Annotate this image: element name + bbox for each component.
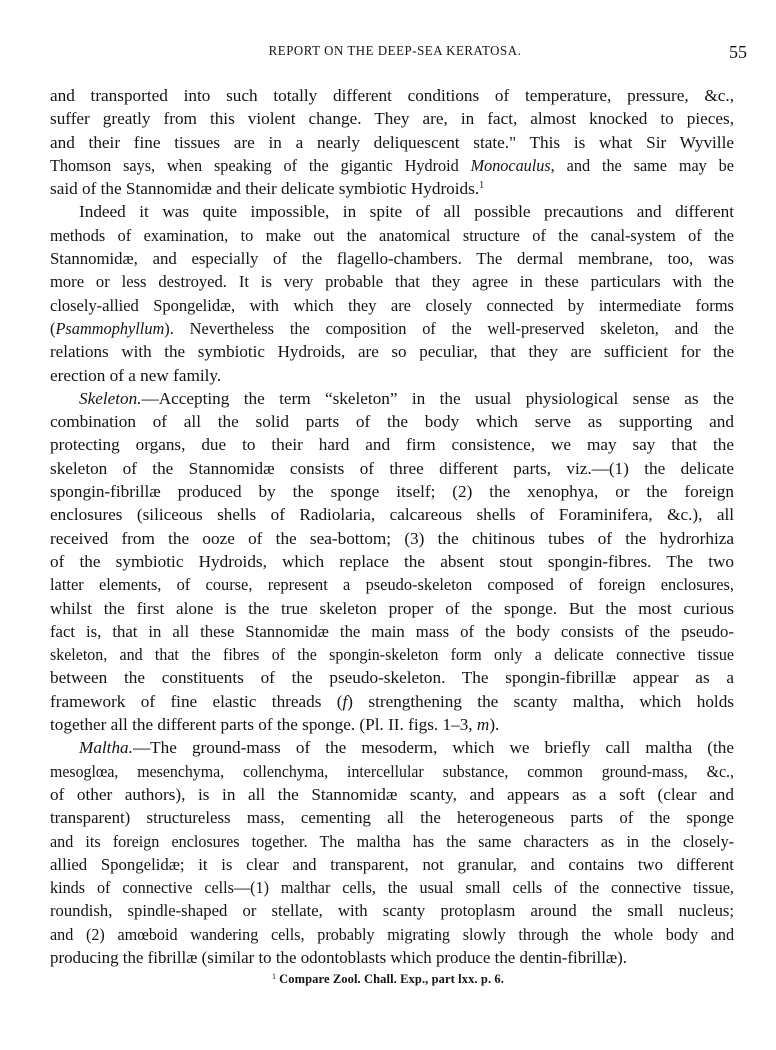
text-line: kinds of connective cells—(1) malthar cells, the usual small cells of the connective tissue,: [50, 878, 734, 898]
text-line: said of the Stannomidæ and their delicate symbiotic Hydroids.$^1$: [50, 179, 485, 199]
text-line: (Psammophyllum). Nevertheless the composition of the well-preserved skeleton, and the: [50, 318, 734, 338]
text-line: closely-allied Spongelidæ, with which they are closely connected by intermediate forms: [50, 295, 734, 315]
text-line: Skeleton.—Accepting the term “skeleton” in the usual physiological sense as the: [79, 388, 734, 408]
text-line: Thomson says, when speaking of the gigantic Hydroid Monocaulus, and the same may be: [50, 155, 734, 175]
running-title: REPORT ON THE DEEP-SEA KERATOSA.: [268, 44, 522, 59]
text-line: of the symbiotic Hydroids, which replace the absent stout spongin-fibres. The two: [50, 551, 734, 571]
italic-term: Maltha.: [79, 738, 133, 758]
text-line: producing the fibrillæ (similar to the odontoblasts which produce the dentin-fibrillæ).: [50, 947, 628, 967]
text-line: erection of a new family.: [50, 365, 222, 385]
text-line: framework of fine elastic threads (f) strengthening the scanty maltha, which holds: [50, 691, 734, 711]
footnote-marker: 1: [272, 972, 277, 981]
paragraph-p3: [50, 387, 734, 736]
text-line: of other authors), is in all the Stannomidæ scanty, and appears as a soft (clear and: [50, 784, 734, 804]
text-line: methods of examination, to make out the anatomical structure of the canal-system of the: [50, 225, 734, 245]
text-line: mesoglœa, mesenchyma, collenchyma, intercellular substance, common ground-mass, &c.,: [50, 761, 734, 781]
text-line: and (2) amœboid wandering cells, probably migrating slowly through the whole body and: [50, 924, 735, 944]
text-line: skeleton of the Stannomidæ consists of three different parts, viz.—(1) the delicate: [50, 458, 734, 478]
text-line: roundish, spindle-shaped or stellate, with scanty protoplasm around the small nucleus;: [50, 901, 734, 921]
italic-term: m: [476, 715, 490, 735]
text-line: between the constituents of the pseudo-skeleton. The spongin-fibrillæ appear as a: [50, 668, 734, 688]
text-line: together all the different parts of the sponge. (Pl. II. figs. 1–3, m).: [50, 715, 500, 735]
text-line: transparent) structureless mass, cementing all the heterogeneous parts of the sponge: [50, 808, 735, 828]
body-text: [50, 84, 734, 969]
footnote: [0, 972, 776, 987]
paragraph-p2: [50, 200, 734, 386]
text-line: received from the ooze of the sea-bottom; (3) the chitinous tubes of the hydrorhiza: [50, 528, 734, 548]
text-line: skeleton, and that the fibres of the spongin-skeleton form only a delicate connective tissue: [50, 645, 734, 665]
text-line: allied Spongelidæ; it is clear and transparent, not granular, and contains two different: [50, 854, 734, 874]
text-line: more or less destroyed. It is very probable that they agree in these particulars with the: [50, 272, 735, 292]
text-line: latter elements, of course, represent a pseudo-skeleton composed of foreign enclosures,: [50, 575, 735, 595]
text-line: Stannomidæ, and especially of the flagello-chambers. The dermal membrane, too, was: [50, 249, 734, 269]
text-line: suffer greatly from this violent change. They are, in fact, almost knocked to pieces,: [50, 109, 734, 129]
paragraph-p1: [50, 84, 734, 200]
text-line: and its foreign enclosures together. The maltha has the same characters as in the closely-: [50, 831, 734, 851]
text-line: and their fine tissues are in a nearly deliquescent state." This is what Sir Wyville: [50, 132, 734, 152]
text-line: spongin-fibrillæ produced by the sponge itself; (2) the xenophya, or the foreign: [50, 482, 734, 502]
text-line: Maltha.—The ground-mass of the mesoderm, which we briefly call maltha (the: [79, 738, 734, 758]
text-line: whilst the first alone is the true skeleton proper of the sponge. But the most curious: [50, 598, 734, 618]
text-line: combination of all the solid parts of the body which serve as supporting and: [50, 412, 734, 432]
page-number: 55: [729, 42, 747, 62]
footnote-reference: 1: [479, 180, 485, 192]
running-header: [50, 42, 747, 64]
text-line: and transported into such totally different conditions of temperature, pressure, &c.,: [50, 86, 734, 105]
paragraph-p4: [50, 736, 734, 969]
text-line: Indeed it was quite impossible, in spite of all possible precautions and different: [79, 202, 734, 222]
italic-term: Skeleton.: [79, 388, 142, 408]
italic-term: Psammophyllum: [55, 318, 165, 338]
text-line: enclosures (siliceous shells of Radiolaria, calcareous shells of Foraminifera, &c.), all: [50, 505, 734, 525]
italic-term: f: [342, 691, 348, 711]
text-line: fact is, that in all these Stannomidæ the main mass of the body consists of the pseudo-: [50, 621, 734, 641]
italic-term: Monocaulus: [470, 155, 551, 175]
text-line: protecting organs, due to their hard and firm consistence, we may say that the: [50, 435, 734, 455]
text-line: relations with the symbiotic Hydroids, are so peculiar, that they are sufficient for the: [50, 342, 735, 362]
footnote-text: Compare Zool. Chall. Exp., part lxx. p. 6.: [279, 972, 504, 986]
